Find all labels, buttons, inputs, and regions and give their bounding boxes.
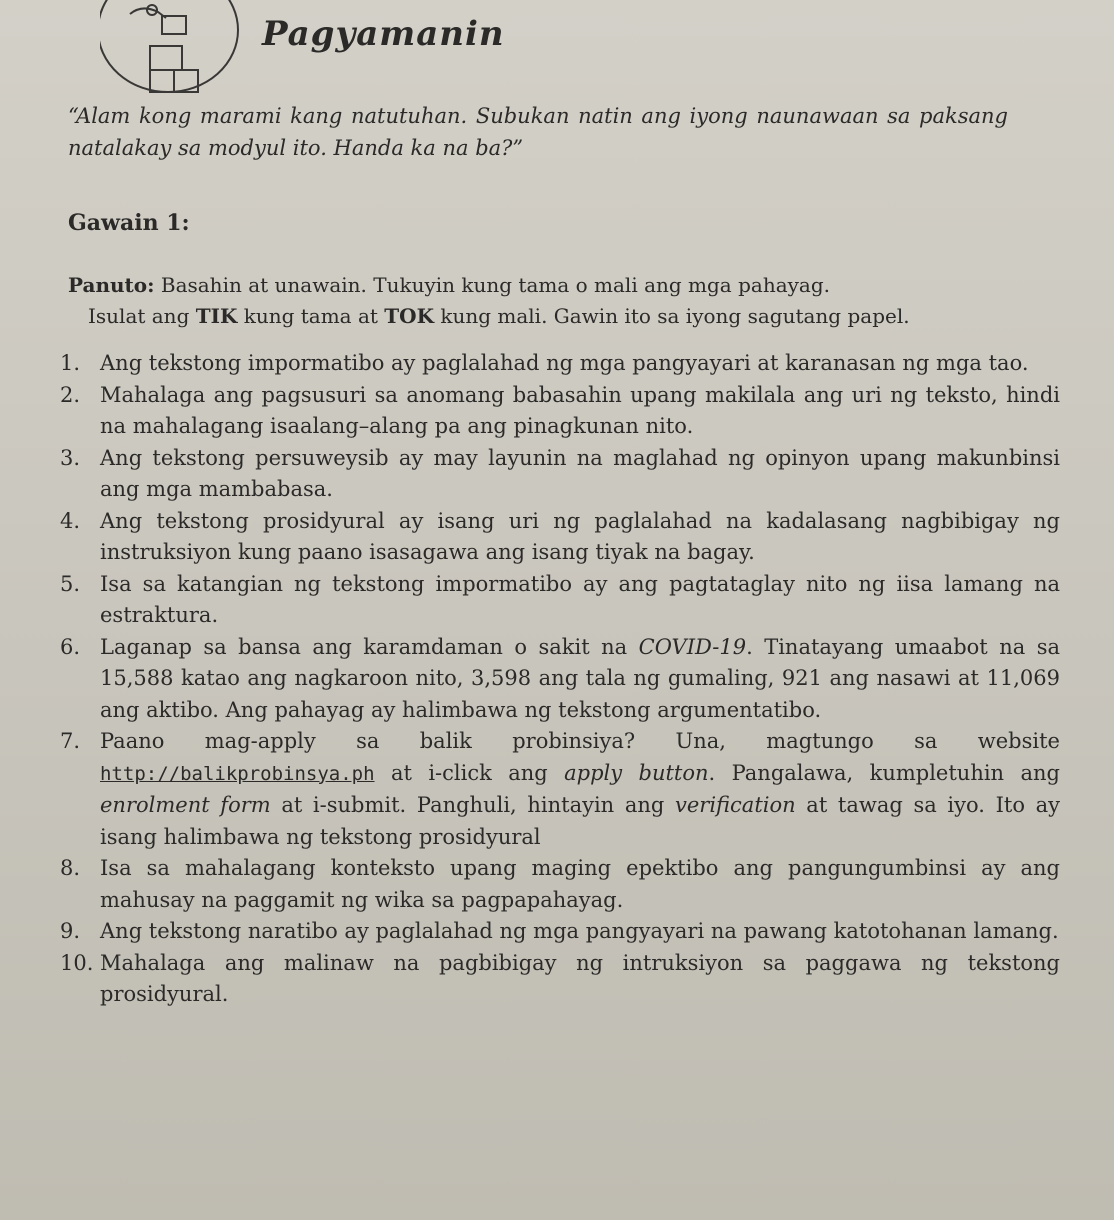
intro-text: “Alam kong marami kang natutuhan. Subukan natin ang iyong naunawaan sa paksang natalakay sa modyul ito. Handa ka na ba?” [68, 104, 1008, 160]
instructions-line2: Isulat ang TIK kung tama at TOK kung mali. Gawin ito sa iyong sagutang papel. [88, 304, 910, 328]
list-item: 4. Ang tekstong prosidyural ay isang uri ng paglalahad na kadalasang nagbibigay ng instruksiyon kung paano isasagawa ang isang tiyak na bagay. [60, 508, 1060, 564]
tok-label: TOK [384, 304, 434, 328]
instructions [68, 270, 1018, 332]
website-link[interactable]: http://balikprobinsya.ph [100, 762, 375, 785]
statement-list [60, 348, 1060, 1011]
list-item: 1. Ang tekstong impormatibo ay paglalahad ng mga pangyayari at karanasan ng mga tao. [60, 351, 1029, 375]
list-item: 6. Laganap sa bansa ang karamdaman o sakit na COVID-19. Tinatayang umaabot na sa 15,588 katao ang nagkaroon nito, 3,598 ang tala ng gumaling, 921 ang nasawi at 11,069 ang aktibo. Ang pahayag ay halimbawa ng tekstong argumentatibo. [60, 634, 1060, 722]
list-item: 3. Ang tekstong persuweysib ay may layunin na maglahad ng opinyon upang makunbinsi ang mga mambabasa. [60, 445, 1060, 501]
list-item: 8. Isa sa mahalagang konteksto upang maging epektibo ang pangungumbinsi ay ang mahusay na paggamit ng wika sa pagpapahayag. [60, 856, 1060, 912]
page-title: Pagyamanin [262, 14, 505, 54]
list-item: 10. Mahalaga ang malinaw na pagbibigay ng intruksiyon sa paggawa ng tekstong prosidyural. [60, 950, 1060, 1006]
list-item: 5. Isa sa katangian ng tekstong impormatibo ay ang pagtataglay nito ng iisa lamang na estraktura. [60, 571, 1060, 627]
instructions-line1: Basahin at unawain. Tukuyin kung tama o mali ang mga pahayag. [154, 273, 831, 297]
activity-heading: Gawain 1: [68, 210, 190, 236]
list-item: 2. Mahalaga ang pagsusuri sa anomang babasahin upang makilala ang uri ng teksto, hindi na mahalagang isaalang–alang pa ang pinagkunan nito. [60, 382, 1060, 438]
list-item: 9. Ang tekstong naratibo ay paglalahad ng mga pangyayari na pawang katotohanan lamang. [60, 919, 1059, 943]
instructions-label: Panuto: [68, 273, 155, 297]
tik-label: TIK [195, 304, 238, 328]
list-item: 7. Paano mag-apply sa balik probinsiya? Una, magtungo sa website http://balikprobinsya.ph at i-click ang apply button. Pangalawa, kumpletuhin ang enrolment form at i-submit. Panghuli, hintayin ang verification at tawag sa iyo. Ito ay isang halimbawa ng tekstong prosidyural [60, 729, 1060, 849]
blocks-icon [100, 0, 250, 100]
